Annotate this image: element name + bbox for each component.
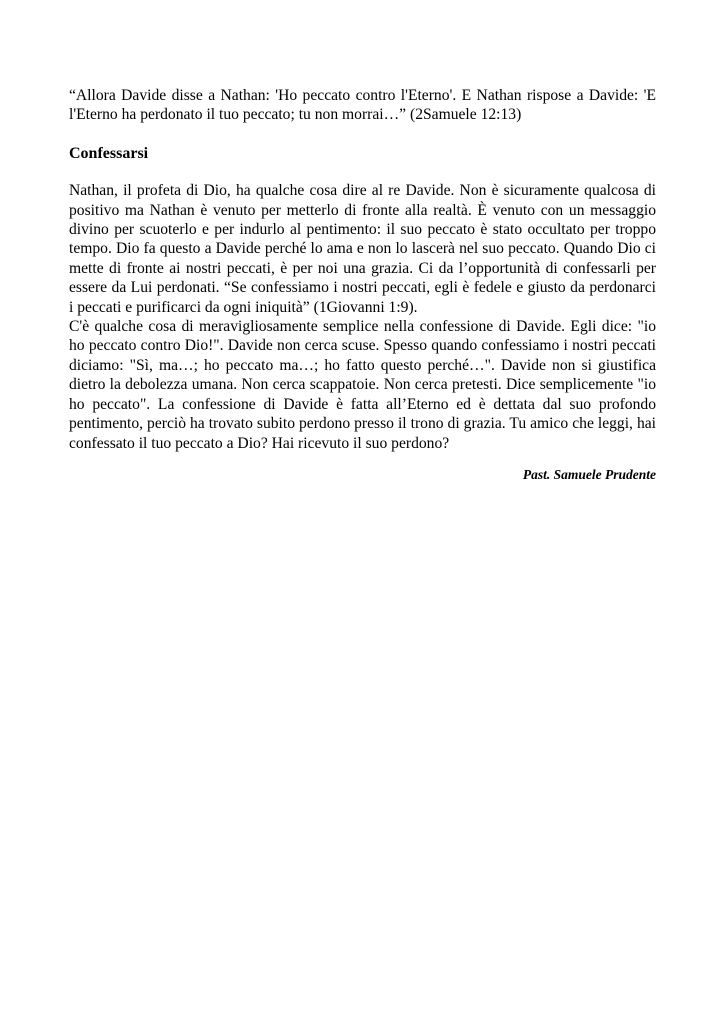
body-paragraph-1: Nathan, il profeta di Dio, ha qualche cosa dire al re Davide. Non è sicuramente qualcosa di positivo ma Nathan è venuto per metterlo di fronte alla realtà. È venuto con un messaggio divino per scuoterlo e per indurlo al pentimento: il suo peccato è stato occultato per troppo tempo. Dio fa questo a Davide perché lo ama e non lo lascerà nel suo peccato. Quando Dio ci mette di fronte ai nostri peccati, è per noi una grazia. Ci da l’opportunità di confessarli per essere da Lui perdonati. “Se confessiamo i nostri peccati, egli è fedele e giusto da perdonarci i peccati e purificarci da ogni iniquità” (1Giovanni 1:9).: [69, 182, 656, 316]
section-title: Confessarsi: [69, 144, 149, 162]
author-signature: Past. Samuele Prudente: [522, 466, 656, 482]
opening-quote: “Allora Davide disse a Nathan: 'Ho peccato contro l'Eterno'. E Nathan rispose a Davide: 'E l'Eterno ha perdonato il tuo peccato; tu non morrai…” (2Samuele 12:13): [69, 87, 656, 124]
body-paragraph-2: C'è qualche cosa di meravigliosamente semplice nella confessione di Davide. Egli dice: "io ho peccato contro Dio!". Davide non cerca scuse. Spesso quando confessiamo i nostri peccati diciamo: "Sì, ma…; ho peccato ma…; ho fatto questo perché…". Davide non si giustifica dietro la debolezza umana. Non cerca scappatoie. Non cerca pretesti. Dice semplicemente "io ho peccato". La confessione di Davide è fatta all’Eterno ed è dettata dal suo profondo pentimento, perciò ha trovato subito perdono presso il trono di grazia. Tu amico che leggi, hai confessato il tuo peccato a Dio? Hai ricevuto il suo perdono?: [69, 318, 656, 452]
document-page: [69, 86, 656, 484]
